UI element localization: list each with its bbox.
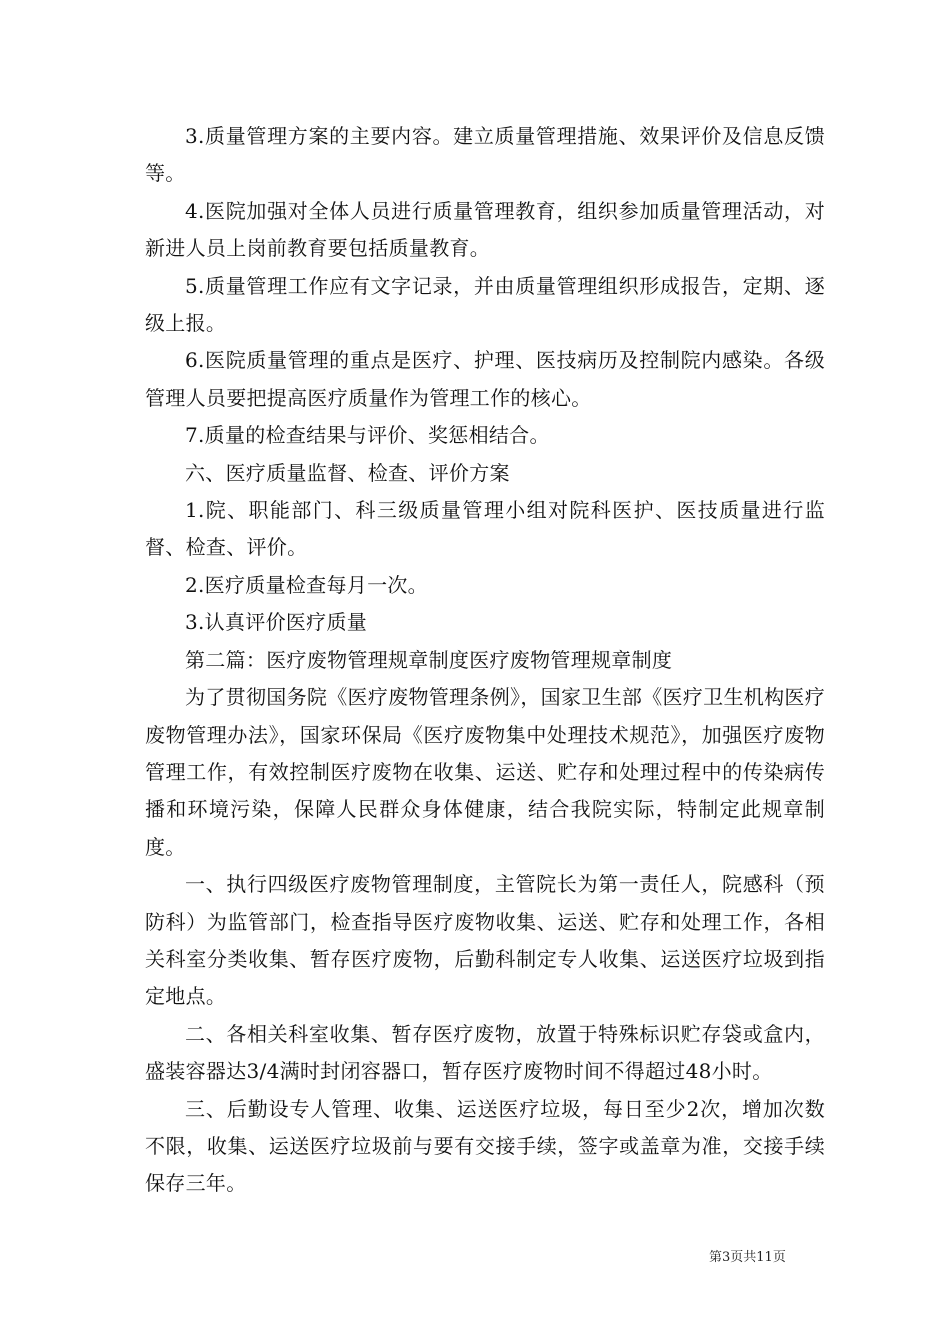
paragraph: 3.认真评价医疗质量 xyxy=(185,610,368,635)
section-heading: 六、医疗质量监督、检查、评价方案 xyxy=(185,460,510,485)
chapter-heading: 第二篇：医疗废物管理规章制度医疗废物管理规章制度 xyxy=(185,647,673,672)
page-number: 第3页共11页 xyxy=(709,1250,786,1265)
paragraph: 一、执行四级医疗废物管理制度，主管院长为第一责任人，院感科（预防科）为监管部门，检查指导医疗废物收集、运送、贮存和处理工作，各相关科室分类收集、暂存医疗废物，后勤科制定专人收集、运送医疗垃圾到指定地点。 xyxy=(145,872,825,1009)
paragraph: 5.质量管理工作应有文字记录，并由质量管理组织形成报告，定期、逐级上报。 xyxy=(145,273,825,336)
document-body xyxy=(145,118,825,1203)
paragraph: 二、各相关科室收集、暂存医疗废物，放置于特殊标识贮存袋或盒内，盛装容器达3/4满时封闭容器口，暂存医疗废物时间不得超过48小时。 xyxy=(145,1021,825,1084)
paragraph: 为了贯彻国务院《医疗废物管理条例》，国家卫生部《医疗卫生机构医疗废物管理办法》，国家环保局《医疗废物集中处理技术规范》，加强医疗废物管理工作，有效控制医疗废物在收集、运送、贮存和处理过程中的传染病传播和环境污染，保障人民群众身体健康，结合我院实际，特制定此规章制度。 xyxy=(145,685,825,859)
paragraph: 7.质量的检查结果与评价、奖惩相结合。 xyxy=(185,423,550,448)
paragraph: 2.医疗质量检查每月一次。 xyxy=(185,572,428,597)
paragraph: 3.质量管理方案的主要内容。建立质量管理措施、效果评价及信息反馈等。 xyxy=(145,124,825,186)
paragraph: 1.院、职能部门、科三级质量管理小组对院科医护、医技质量进行监督、检查、评价。 xyxy=(145,498,825,560)
paragraph: 三、后勤设专人管理、收集、运送医疗垃圾，每日至少2次，增加次数不限，收集、运送医疗垃圾前与要有交接手续，签字或盖章为准，交接手续保存三年。 xyxy=(145,1096,825,1196)
paragraph: 4.医院加强对全体人员进行质量管理教育，组织参加质量管理活动，对新进人员上岗前教育要包括质量教育。 xyxy=(145,198,825,261)
paragraph: 6.医院质量管理的重点是医疗、护理、医技病历及控制院内感染。各级管理人员要把提高医疗质量作为管理工作的核心。 xyxy=(145,348,825,410)
